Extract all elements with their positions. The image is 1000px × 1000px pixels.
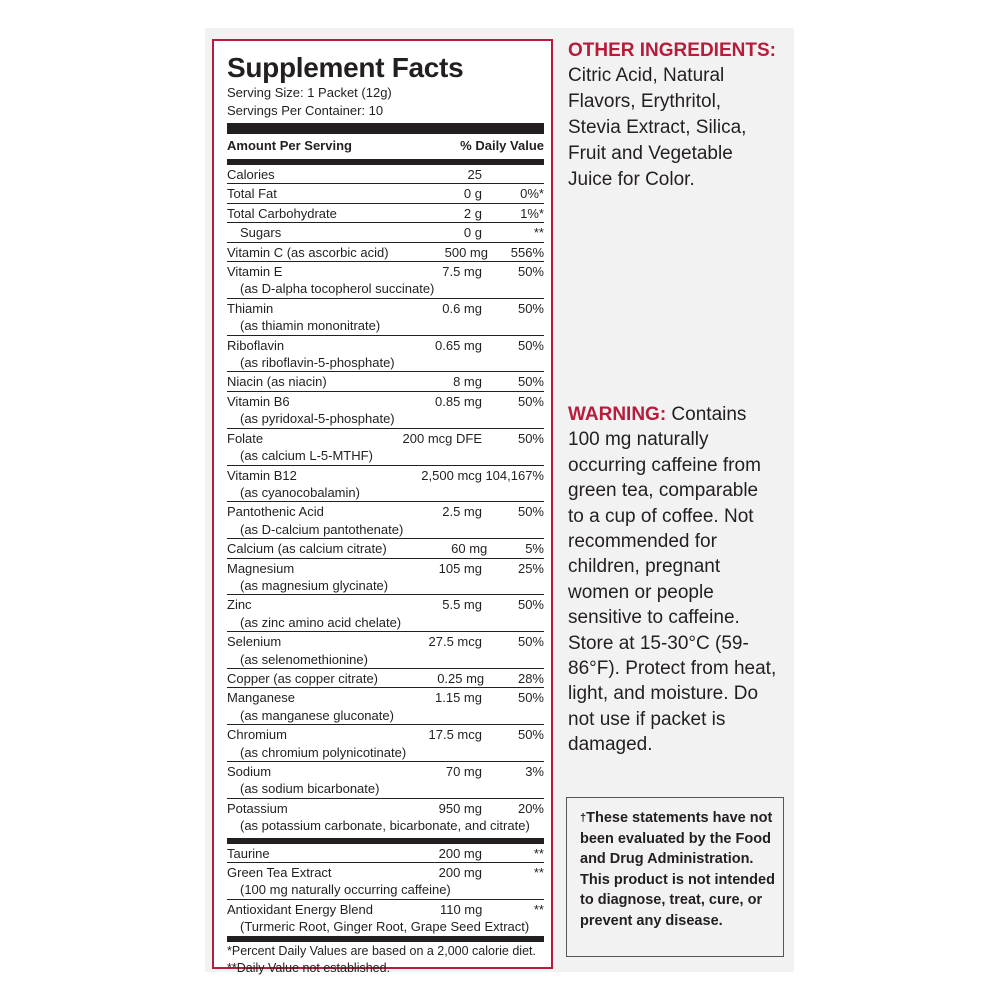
table-row bbox=[227, 594, 544, 631]
nutrient-daily-value: 50% bbox=[517, 393, 544, 409]
ingredient-rows bbox=[227, 844, 544, 936]
nutrient-amount: 1.15 mg bbox=[435, 690, 482, 706]
supplement-facts-panel bbox=[212, 39, 553, 975]
nutrient-name: Green Tea Extract bbox=[227, 865, 332, 881]
facts-header bbox=[227, 134, 544, 156]
table-row bbox=[227, 538, 544, 557]
nutrient-daily-value: 50% bbox=[517, 430, 544, 446]
nutrient-daily-value: 28% bbox=[517, 670, 544, 686]
nutrient-daily-value: 50% bbox=[517, 504, 544, 520]
table-row bbox=[227, 862, 544, 899]
nutrient-name: Copper (as copper citrate) bbox=[227, 670, 379, 686]
nutrient-source: (as cyanocobalamin) bbox=[240, 484, 360, 500]
nutrient-daily-value: 5% bbox=[525, 541, 544, 557]
nutrient-daily-value: 50% bbox=[517, 727, 544, 743]
table-row bbox=[227, 724, 544, 761]
nutrient-name: Calcium (as calcium citrate) bbox=[227, 541, 387, 557]
nutrient-name: Magnesium bbox=[227, 560, 295, 576]
nutrient-source: (as riboflavin-5-phosphate) bbox=[240, 355, 395, 371]
nutrient-name: Antioxidant Energy Blend bbox=[227, 901, 373, 917]
table-row bbox=[227, 261, 544, 298]
table-row bbox=[227, 798, 544, 835]
table-row bbox=[227, 242, 544, 261]
table-row bbox=[227, 761, 544, 798]
disclaimer-dagger: † bbox=[580, 812, 587, 824]
nutrient-amount: 70 mg bbox=[445, 764, 482, 779]
nutrient-daily-value: 50% bbox=[517, 374, 544, 390]
table-row bbox=[227, 298, 544, 335]
nutrient-daily-value bbox=[482, 166, 544, 183]
nutrient-daily-value: 50% bbox=[517, 634, 544, 650]
table-row bbox=[227, 899, 544, 936]
nutrient-name: Zinc bbox=[227, 597, 252, 613]
facts-title: Supplement Facts bbox=[227, 52, 464, 83]
nutrient-source: (as calcium L-5-MTHF) bbox=[240, 448, 373, 464]
table-row bbox=[227, 501, 544, 538]
nutrient-amount: 0 g bbox=[463, 225, 482, 241]
nutrient-name: Riboflavin bbox=[227, 337, 285, 353]
nutrient-name: Selenium bbox=[227, 634, 282, 650]
nutrient-source: (as magnesium glycinate) bbox=[240, 577, 389, 593]
serving-size: Serving Size: 1 Packet (12g) bbox=[227, 85, 392, 100]
nutrient-name: Sugars bbox=[240, 225, 282, 241]
warning-block bbox=[568, 402, 778, 758]
nutrient-daily-value: ** bbox=[533, 865, 544, 881]
divider-thick bbox=[227, 123, 544, 134]
nutrient-source: (Turmeric Root, Ginger Root, Grape Seed Extract) bbox=[240, 919, 530, 935]
nutrient-name: Total Fat bbox=[227, 186, 277, 202]
table-row bbox=[227, 844, 544, 862]
nutrient-amount: 0.85 mg bbox=[435, 393, 482, 409]
nutrient-daily-value: 556% bbox=[510, 244, 544, 260]
nutrient-name: Niacin (as niacin) bbox=[227, 374, 327, 390]
nutrient-daily-value: 50% bbox=[517, 597, 544, 613]
nutrient-source: (as chromium polynicotinate) bbox=[240, 744, 407, 760]
other-ingredients-text: Citric Acid, Natural Flavors, Erythritol, Stevia Extract, Silica, Fruit and Vegetable Juice for Color. bbox=[568, 65, 747, 190]
nutrient-daily-value: 104,167% bbox=[485, 467, 544, 483]
nutrient-source: (as sodium bicarbonate) bbox=[240, 781, 380, 797]
nutrient-name: Vitamin C (as ascorbic acid) bbox=[227, 244, 389, 260]
nutrient-daily-value: 0%* bbox=[520, 186, 544, 202]
table-row bbox=[227, 428, 544, 465]
nutrient-name: Vitamin E bbox=[227, 264, 283, 280]
nutrient-source: (as D-calcium pantothenate) bbox=[240, 521, 404, 537]
nutrient-daily-value: 50% bbox=[517, 300, 544, 316]
table-row bbox=[227, 668, 544, 687]
nutrient-name: Calories bbox=[227, 167, 275, 182]
table-row bbox=[227, 687, 544, 724]
disclaimer-text: These statements have not been evaluated by the Food and Drug Administration. This product is not intended to diagnose, treat, cure, or prevent any disease. bbox=[580, 810, 775, 929]
nutrient-amount: 7.5 mg bbox=[442, 264, 482, 280]
nutrient-amount: 0.6 mg bbox=[442, 300, 482, 316]
nutrient-name: Potassium bbox=[227, 800, 288, 816]
nutrient-amount: 0.25 mg bbox=[437, 670, 485, 686]
nutrient-amount: 17.5 mcg bbox=[428, 727, 482, 743]
table-row bbox=[227, 203, 544, 222]
nutrient-name: Chromium bbox=[227, 727, 287, 743]
nutrient-daily-value: 20% bbox=[517, 800, 544, 816]
nutrient-amount: 105 mg bbox=[438, 560, 482, 576]
nutrient-amount: 2.5 mg bbox=[442, 504, 482, 520]
nutrient-daily-value: 25% bbox=[517, 560, 544, 576]
nutrient-amount: 8 mg bbox=[453, 374, 482, 390]
footnote-percent: *Percent Daily Values are based on a 2,000 calorie diet. bbox=[227, 943, 536, 958]
table-row bbox=[227, 631, 544, 668]
table-row bbox=[227, 183, 544, 202]
nutrient-name: Total Carbohydrate bbox=[227, 205, 337, 221]
nutrient-amount: 27.5 mcg bbox=[428, 634, 482, 650]
table-row bbox=[227, 335, 544, 372]
warning-label: WARNING: bbox=[568, 404, 667, 425]
nutrient-daily-value: 50% bbox=[517, 690, 544, 706]
nutrient-amount: 60 mg bbox=[451, 541, 488, 557]
nutrient-amount: 200 mg bbox=[438, 845, 482, 861]
table-row bbox=[227, 371, 544, 390]
footnote-not-established: **Daily Value not established. bbox=[227, 960, 391, 975]
nutrient-name: Folate bbox=[227, 430, 264, 446]
nutrient-amount: 2 g bbox=[463, 205, 482, 221]
nutrient-amount: 2,500 mcg bbox=[421, 467, 482, 483]
nutrient-daily-value: 50% bbox=[517, 264, 544, 280]
table-row bbox=[227, 222, 544, 241]
nutrient-name: Vitamin B12 bbox=[227, 467, 297, 483]
nutrient-source: (as D-alpha tocopherol succinate) bbox=[240, 281, 435, 297]
nutrient-amount: 110 mg bbox=[439, 901, 483, 917]
nutrient-amount: 200 mg bbox=[438, 865, 482, 881]
nutrient-amount: 950 mg bbox=[438, 800, 482, 816]
nutrient-name: Thiamin bbox=[227, 300, 274, 316]
fda-disclaimer-box bbox=[566, 797, 784, 957]
nutrient-daily-value: 1%* bbox=[520, 205, 544, 221]
nutrient-rows bbox=[227, 165, 544, 835]
nutrient-amount: 25 bbox=[467, 167, 482, 182]
nutrient-amount: 0 g bbox=[463, 186, 482, 202]
nutrient-source: (as selenomethionine) bbox=[240, 651, 368, 667]
nutrient-amount: 5.5 mg bbox=[442, 597, 482, 613]
nutrient-amount: 500 mg bbox=[444, 244, 488, 260]
nutrient-amount: 0.65 mg bbox=[435, 337, 482, 353]
nutrient-name: Taurine bbox=[227, 845, 270, 861]
table-row bbox=[227, 165, 544, 183]
nutrient-source: (as zinc amino acid chelate) bbox=[240, 614, 402, 630]
nutrient-name: Sodium bbox=[227, 764, 272, 779]
nutrient-name: Manganese bbox=[227, 690, 295, 706]
nutrient-source: (as thiamin mononitrate) bbox=[240, 318, 381, 334]
header-amount: Amount Per Serving bbox=[227, 138, 352, 153]
nutrient-source: (as potassium carbonate, bicarbonate, and citrate) bbox=[240, 818, 530, 834]
nutrient-name: Vitamin B6 bbox=[227, 393, 290, 409]
nutrient-source: (as manganese gluconate) bbox=[240, 707, 394, 723]
nutrient-daily-value: ** bbox=[533, 225, 544, 241]
header-daily-value: % Daily Value bbox=[460, 138, 544, 153]
table-row bbox=[227, 391, 544, 428]
nutrient-daily-value: 3% bbox=[525, 764, 544, 779]
warning-text: Contains 100 mg naturally occurring caffeine from green tea, comparable to a cup of coffee. Not recommended for children, pregnant women or people sensitive to caffeine. Store at 15-30°C (59-86°F). Protect from heat, light, and moisture. Do not use if packet is damaged. bbox=[568, 404, 777, 756]
other-ingredients-heading: OTHER INGREDIENTS: bbox=[568, 40, 776, 61]
nutrient-source: (as pyridoxal-5-phosphate) bbox=[240, 411, 395, 427]
table-row bbox=[227, 558, 544, 595]
nutrient-daily-value: 50% bbox=[517, 337, 544, 353]
servings-per-container: Servings Per Container: 10 bbox=[227, 103, 384, 118]
nutrient-name: Pantothenic Acid bbox=[227, 504, 324, 520]
nutrient-daily-value: ** bbox=[533, 901, 544, 917]
table-row bbox=[227, 465, 544, 502]
nutrient-amount: 200 mcg DFE bbox=[402, 430, 482, 446]
nutrient-source: (100 mg naturally occurring caffeine) bbox=[240, 882, 451, 898]
nutrient-daily-value: ** bbox=[533, 845, 544, 861]
